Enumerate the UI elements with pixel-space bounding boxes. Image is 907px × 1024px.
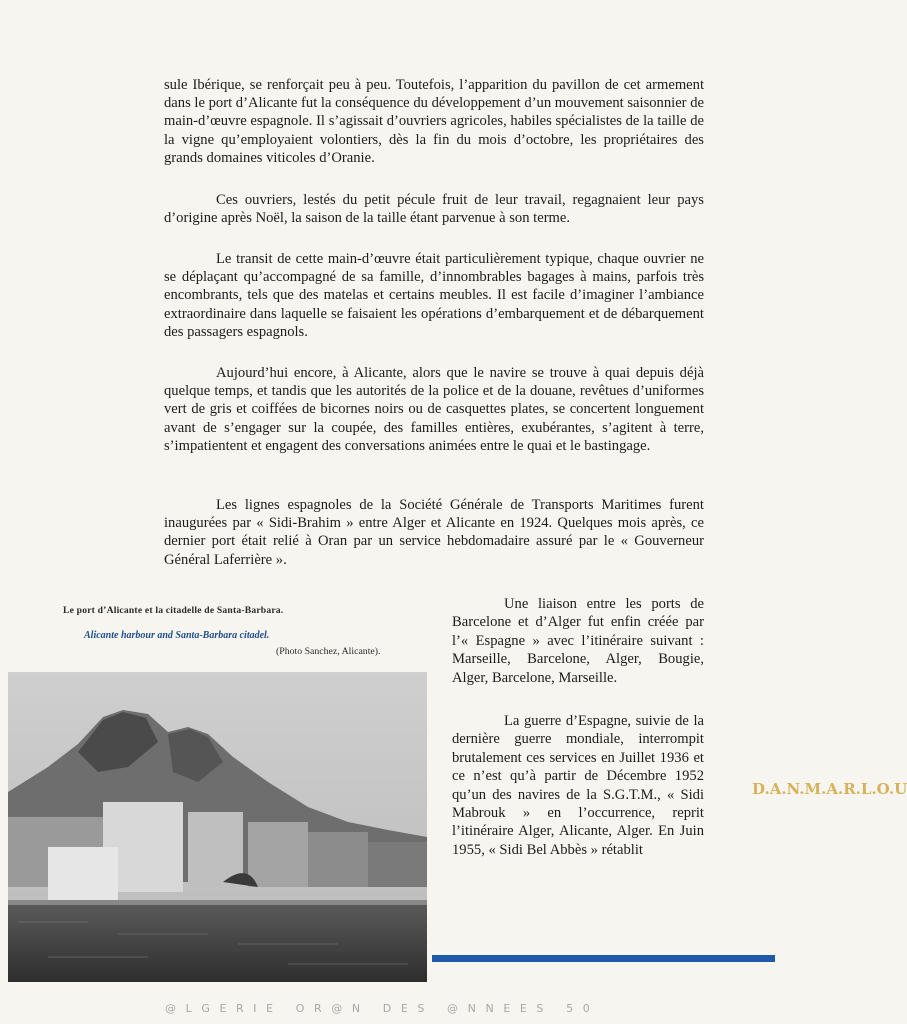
harbour-illustration	[8, 672, 427, 982]
article-paragraph-1: sule Ibérique, se renforçait peu à peu. Toutefois, l’apparition du pavillon de cet armement dans le port d’Alicante fut la conséquence du développement d’un mouvement saisonnier de main-d’œuvre espagnole. Il s’agissait d’ouvriers agricoles, habiles spécialistes de la taille de la vigne qu’employaient volontiers, dès la fin du mois d’octobre, les propriétaires des grands domaines viticoles d’Oranie.	[164, 77, 704, 166]
column-paragraph-1: Une liaison entre les ports de Barcelone et d’Alger fut enfin créée par l’« Espagne » avec l’itinéraire suivant : Marseille, Barcelone, Alger, Bougie, Alger, Barcelone, Marseille.	[452, 596, 704, 686]
blue-divider-rule	[432, 955, 775, 962]
column-paragraph-2: La guerre d’Espagne, suivie de la dernière guerre mondiale, interrompit brutalement ces services en Juillet 1936 et ce n’est qu’à partir de Décembre 1952 qu’un des navires de la S.G.T.M., « Sidi Mabrouk » en l’occurrence, reprit l’itinéraire Alger, Alicante, Alger. En Juin 1955, « Sidi Bel Abbès » rétablit	[452, 713, 704, 858]
alicante-harbour-photo	[8, 672, 427, 982]
danmarlou-watermark: D.A.N.M.A.R.L.O.U	[752, 780, 907, 798]
article-paragraph-5: Les lignes espagnoles de la Société Générale de Transports Maritimes furent inaugurées par « Sidi-Brahim » entre Alger et Alicante en 1924. Quelques mois après, ce dernier port était relié à Oran par un service hebdomadaire assuré par le « Gouverneur Général Laferrière ».	[164, 497, 704, 568]
article-paragraph-4: Aujourd’hui encore, à Alicante, alors que le navire se trouve à quai depuis déjà quelque temps, et tandis que les autorités de la police et de la douane, revêtues d’uniformes vert de gris et coiffées de bicornes noirs ou de casquettes plates, se concertent longuement avant de s’engager sur la coupée, des familles entières, exubérantes, s’agitent à terre, s’impatientent et engagent des conversations animées entre le quai et le bastingage.	[164, 365, 704, 454]
photo-credit: (Photo Sanchez, Alicante).	[276, 646, 381, 657]
page-footer: @LGERIE OR@N DES @NNEES 50	[165, 1002, 600, 1015]
article-paragraph-2: Ces ouvriers, lestés du petit pécule fruit de leur travail, regagnaient leur pays d’origine après Noël, la saison de la taille étant parvenue à son terme.	[164, 192, 704, 227]
article-paragraph-3: Le transit de cette main-d’œuvre était particulièrement typique, chaque ouvrier ne se déplaçant qu’accompagné de sa famille, d’innombrables bagages à mains, parfois très encombrants, tels que des matelas et certains meubles. Il est facile d’imaginer l’ambiance extraordinaire dans laquelle se faisaient les opérations d’embarquement et de débarquement des passagers espagnols.	[164, 251, 704, 340]
photo-caption-french: Le port d’Alicante et la citadelle de Santa-Barbara.	[63, 605, 284, 616]
photo-caption-english: Alicante harbour and Santa-Barbara citadel.	[84, 630, 270, 641]
